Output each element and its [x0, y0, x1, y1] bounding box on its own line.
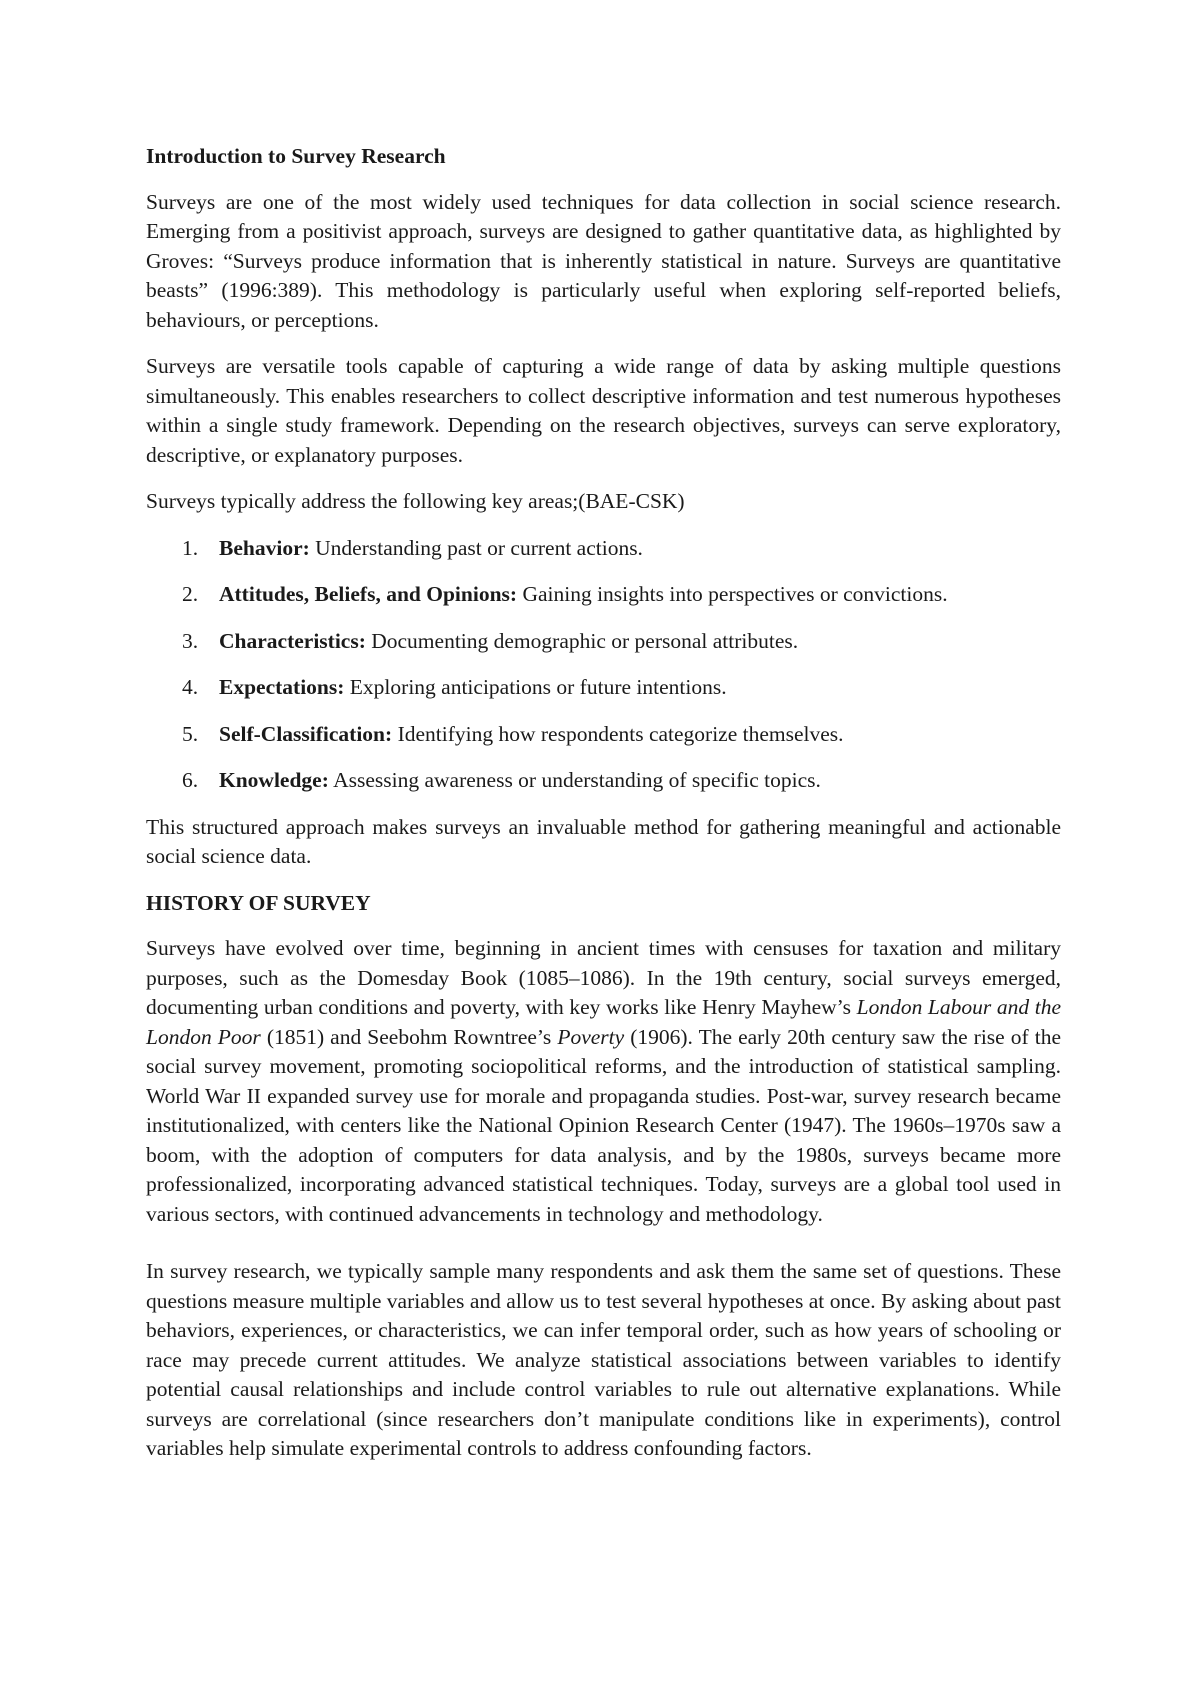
- intro-paragraph-1: Surveys are one of the most widely used techniques for data collection in social science research. Emerging from a positivist approach, surveys are designed to gather quantitative data, as highlighted by Groves: “Surveys produce information that is inherently statistical in nature. Surveys are quantitative beasts” (1996:389). This methodology is particularly useful when exploring self-reported beliefs, behaviours, or perceptions.: [146, 189, 1061, 332]
- list-description: Gaining insights into perspectives or convictions.: [517, 582, 948, 606]
- list-description: Understanding past or current actions.: [309, 535, 643, 560]
- key-areas-list: [146, 534, 1061, 796]
- list-term: Behavior:: [219, 535, 310, 560]
- history-text-part-3: (1906). The early 20th century saw the rise of the social survey movement, promoting sociopolitical reforms, and the introduction of statistical sampling. World War II expanded survey use for morale and propaganda studies. Post-war, survey research became institutionalized, with centers like the National Opinion Research Center (1947). The 1960s–1970s saw a boom, with the adoption of computers for data analysis, and by the 1980s, surveys became more professionalized, incorporating advanced statistical techniques. Today, surveys are a global tool used in various sectors, with continued advancements in technology and methodology.: [146, 1024, 1061, 1226]
- list-term: Attitudes, Beliefs, and Opinions:: [219, 582, 518, 606]
- list-description: Exploring anticipations or future intentions.: [344, 675, 727, 699]
- list-description: Assessing awareness or understanding of specific topics.: [328, 768, 821, 792]
- intro-paragraph-2: Surveys are versatile tools capable of capturing a wide range of data by asking multiple questions simultaneously. This enables researchers to collect descriptive information and test numerous hypotheses within a single study framework. Depending on the research objectives, surveys can serve exploratory, descriptive, or explanatory purposes.: [146, 354, 1061, 467]
- list-term: Expectations:: [219, 675, 345, 699]
- list-item: [146, 766, 1061, 796]
- history-text-part-2: (1851) and Seebohm Rowntree’s: [260, 1024, 558, 1049]
- history-paragraph-2: In survey research, we typically sample many respondents and ask them the same set of questions. These questions measure multiple variables and allow us to test several hypotheses at once. By asking about past behaviors, experiences, or characteristics, we can infer temporal order, such as how years of schooling or race may precede current attitudes. We analyze statistical associations between variables to identify potential causal relationships and include control variables to rule out alternative explanations. While surveys are correlational (since researchers don’t manipulate conditions like in experiments), control variables help simulate experimental controls to address confounding factors.: [146, 1259, 1061, 1460]
- list-item: [146, 580, 1061, 610]
- intro-paragraph-4: This structured approach makes surveys an invaluable method for gathering meaningful and actionable social science data.: [146, 814, 1061, 868]
- list-item: [146, 534, 1061, 564]
- list-description: Documenting demographic or personal attributes.: [365, 628, 799, 653]
- history-paragraph-1: [146, 934, 1061, 1229]
- list-term: Knowledge:: [219, 768, 329, 792]
- list-number: 5.: [182, 721, 199, 746]
- list-term: Self-Classification:: [219, 721, 393, 746]
- list-number: 4.: [182, 675, 199, 699]
- list-item: [146, 720, 1061, 750]
- list-item: [146, 627, 1061, 657]
- list-number: 1.: [182, 535, 199, 560]
- intro-heading: Introduction to Survey Research: [146, 144, 446, 168]
- list-number: 3.: [182, 628, 199, 653]
- book-title-london-labour: London Labour and the London Poor: [146, 995, 1061, 1049]
- history-text-part-1: Surveys have evolved over time, beginning in ancient times with censuses for taxation and military purposes, such as the Domesday Book (1085–1086). In the 19th century, social surveys emerged, documenting urban conditions and poverty, with key works like Henry Mayhew’s: [146, 936, 1061, 1019]
- intro-paragraph-3: Surveys typically address the following key areas;(BAE-CSK): [146, 489, 685, 513]
- document-page: [146, 142, 1061, 1481]
- history-heading: HISTORY OF SURVEY: [146, 890, 371, 915]
- list-item: [146, 673, 1061, 703]
- list-term: Characteristics:: [219, 628, 366, 653]
- list-number: 6.: [182, 768, 199, 792]
- list-number: 2.: [182, 582, 199, 606]
- book-title-poverty: Poverty: [557, 1024, 625, 1049]
- list-description: Identifying how respondents categorize themselves.: [392, 721, 844, 746]
